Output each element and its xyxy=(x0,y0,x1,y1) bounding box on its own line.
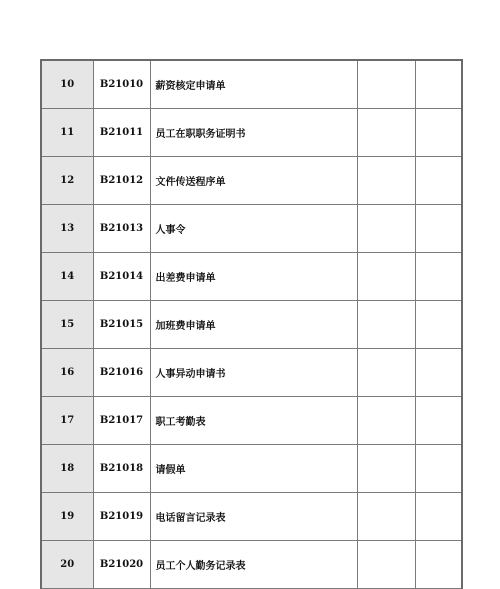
empty-cell xyxy=(415,157,462,205)
empty-cell xyxy=(357,349,415,397)
form-code-cell: B21014 xyxy=(93,253,150,301)
form-name-cell: 人事异动申请书 xyxy=(150,349,357,397)
form-name-cell: 出差费申请单 xyxy=(150,253,357,301)
row-number-cell: 14 xyxy=(41,253,93,301)
form-name-cell: 员工个人勤务记录表 xyxy=(150,541,357,589)
row-number-cell: 19 xyxy=(41,493,93,541)
empty-cell xyxy=(357,157,415,205)
form-name-cell: 人事令 xyxy=(150,205,357,253)
empty-cell xyxy=(357,397,415,445)
empty-cell xyxy=(357,253,415,301)
table-body xyxy=(41,60,462,589)
empty-cell xyxy=(415,253,462,301)
empty-cell xyxy=(415,60,462,109)
empty-cell xyxy=(415,205,462,253)
form-code-cell: B21012 xyxy=(93,157,150,205)
form-code-cell: B21017 xyxy=(93,397,150,445)
table-row xyxy=(41,349,462,397)
form-name-cell: 加班费申请单 xyxy=(150,301,357,349)
form-name-cell: 请假单 xyxy=(150,445,357,493)
empty-cell xyxy=(357,60,415,109)
form-list-table xyxy=(40,59,463,589)
empty-cell xyxy=(415,493,462,541)
form-code-cell: B21013 xyxy=(93,205,150,253)
form-code-cell: B21010 xyxy=(93,60,150,109)
empty-cell xyxy=(415,301,462,349)
row-number-cell: 10 xyxy=(41,60,93,109)
table-row xyxy=(41,157,462,205)
row-number-cell: 18 xyxy=(41,445,93,493)
form-code-cell: B21011 xyxy=(93,109,150,157)
table-row xyxy=(41,60,462,109)
row-number-cell: 12 xyxy=(41,157,93,205)
table-row xyxy=(41,445,462,493)
table-row xyxy=(41,493,462,541)
empty-cell xyxy=(357,205,415,253)
table-row xyxy=(41,205,462,253)
empty-cell xyxy=(415,397,462,445)
form-name-cell: 薪资核定申请单 xyxy=(150,60,357,109)
row-number-cell: 15 xyxy=(41,301,93,349)
empty-cell xyxy=(357,301,415,349)
table-row xyxy=(41,301,462,349)
form-code-cell: B21018 xyxy=(93,445,150,493)
empty-cell xyxy=(357,109,415,157)
row-number-cell: 11 xyxy=(41,109,93,157)
form-code-cell: B21015 xyxy=(93,301,150,349)
form-code-cell: B21020 xyxy=(93,541,150,589)
row-number-cell: 16 xyxy=(41,349,93,397)
form-name-cell: 文件传送程序单 xyxy=(150,157,357,205)
row-number-cell: 20 xyxy=(41,541,93,589)
empty-cell xyxy=(415,349,462,397)
row-number-cell: 17 xyxy=(41,397,93,445)
empty-cell xyxy=(357,445,415,493)
form-code-cell: B21016 xyxy=(93,349,150,397)
form-code-cell: B21019 xyxy=(93,493,150,541)
row-number-cell: 13 xyxy=(41,205,93,253)
empty-cell xyxy=(357,493,415,541)
empty-cell xyxy=(415,445,462,493)
form-name-cell: 员工在职职务证明书 xyxy=(150,109,357,157)
empty-cell xyxy=(415,109,462,157)
document-page xyxy=(40,59,461,589)
table-row xyxy=(41,397,462,445)
form-name-cell: 电话留言记录表 xyxy=(150,493,357,541)
form-name-cell: 职工考勤表 xyxy=(150,397,357,445)
table-row xyxy=(41,109,462,157)
table-row xyxy=(41,253,462,301)
